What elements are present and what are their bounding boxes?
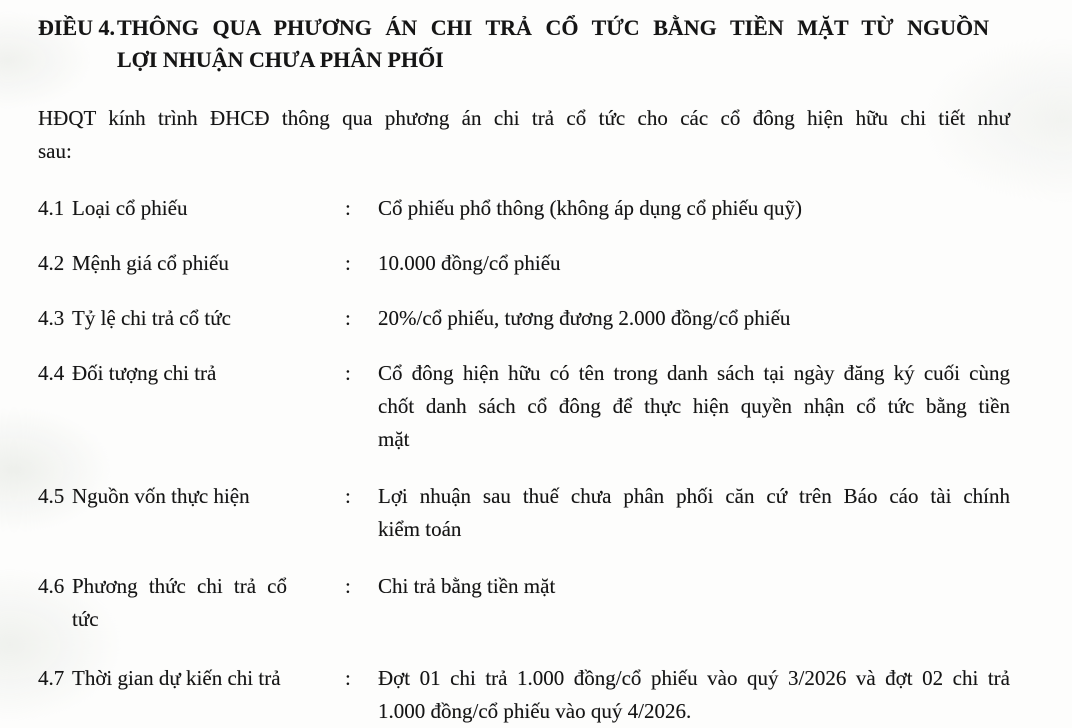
- article-title-line: THÔNG QUA PHƯƠNG ÁN CHI TRẢ CỔ TỨC BẰNG TIỀN MẶT TỪ NGUỒN: [117, 15, 989, 40]
- item-number: 4.6: [38, 574, 65, 598]
- item-number: 4.5: [38, 484, 65, 508]
- item-number: 4.3: [38, 306, 65, 330]
- item-number: 4.7: [38, 666, 65, 690]
- item-row-4-1: [38, 192, 1010, 225]
- item-colon: :: [345, 251, 351, 275]
- item-label: Tỷ lệ chi trả cổ tức: [72, 306, 231, 330]
- intro-line: sau:: [38, 139, 72, 163]
- item-value: Lợi nhuận sau thuế chưa phân phối căn cứ trên Báo cáo tài chính kiểm toán: [378, 484, 1010, 541]
- item-label: Loại cổ phiếu: [72, 196, 188, 220]
- item-number: 4.4: [38, 361, 65, 385]
- item-label: Mệnh giá cổ phiếu: [72, 251, 229, 275]
- item-colon: :: [345, 666, 351, 690]
- item-label: Phương thức chi trả cổ tức: [72, 574, 287, 631]
- item-value: Cổ phiếu phổ thông (không áp dụng cổ phiếu quỹ): [378, 196, 803, 220]
- article-number: ĐIỀU 4.: [38, 15, 116, 40]
- item-number: 4.2: [38, 251, 65, 275]
- dividend-items-list: [38, 192, 1010, 728]
- item-colon: :: [345, 196, 351, 220]
- article-heading: [38, 12, 1010, 76]
- intro-line: HĐQT kính trình ĐHCĐ thông qua phương án chi trả cổ tức cho các cổ đông hiện hữu chi tiết như: [38, 106, 1010, 130]
- item-label: Nguồn vốn thực hiện: [72, 484, 250, 508]
- item-row-4-3: [38, 302, 1010, 335]
- item-row-4-7: [38, 662, 1010, 728]
- item-colon: :: [345, 306, 351, 330]
- item-value: Cổ đông hiện hữu có tên trong danh sách tại ngày đăng ký cuối cùng chốt danh sách cổ đông để thực hiện quyền nhận cổ tức bằng tiền mặt: [378, 361, 1010, 451]
- item-value: 10.000 đồng/cổ phiếu: [378, 251, 561, 275]
- item-label: Thời gian dự kiến chi trả: [72, 666, 281, 690]
- article-title: [117, 12, 989, 76]
- item-row-4-4: [38, 357, 1010, 456]
- item-row-4-6: [38, 570, 1010, 636]
- item-value: Đợt 01 chi trả 1.000 đồng/cổ phiếu vào quý 3/2026 và đợt 02 chi trả 1.000 đồng/cổ phiếu vào quý 4/2026.: [378, 666, 1010, 723]
- item-colon: :: [345, 361, 351, 385]
- item-colon: :: [345, 574, 351, 598]
- item-value: Chi trả bằng tiền mặt: [378, 574, 556, 598]
- item-label: Đối tượng chi trả: [72, 361, 217, 385]
- item-colon: :: [345, 484, 351, 508]
- item-value: 20%/cổ phiếu, tương đương 2.000 đồng/cổ phiếu: [378, 306, 791, 330]
- item-number: 4.1: [38, 196, 65, 220]
- intro-paragraph: [38, 102, 1010, 168]
- item-row-4-5: [38, 480, 1010, 546]
- article-title-line: LỢI NHUẬN CHƯA PHÂN PHỐI: [117, 47, 444, 72]
- item-row-4-2: [38, 247, 1010, 280]
